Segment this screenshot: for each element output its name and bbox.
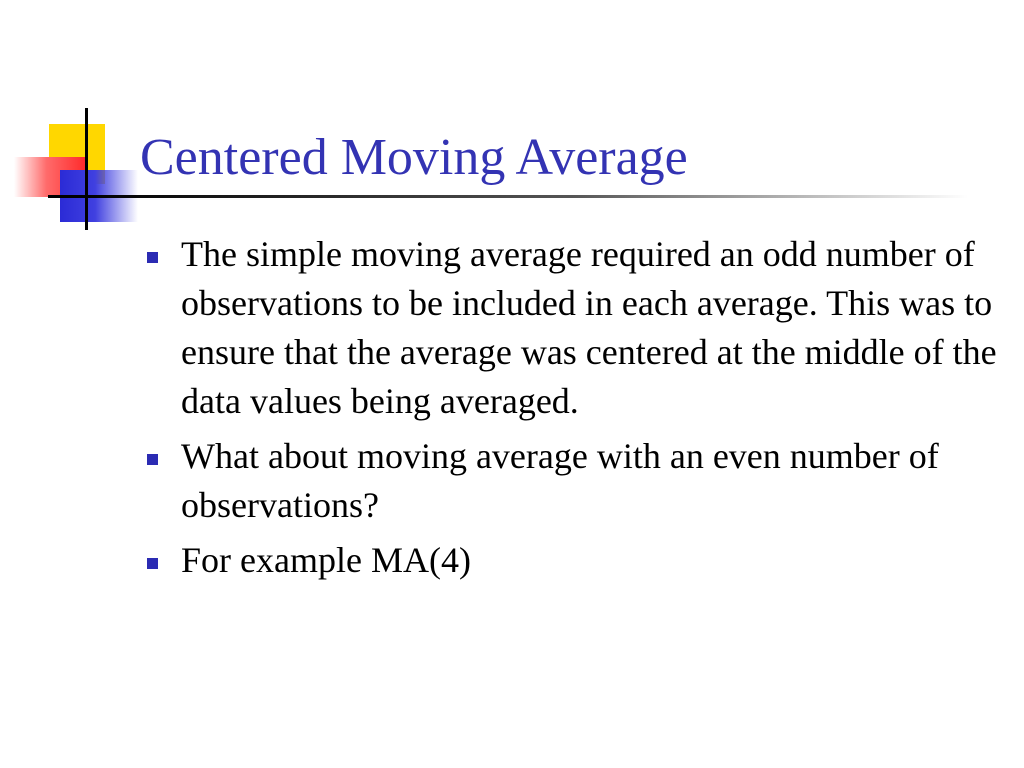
bullet-text-2: What about moving average with an even number of observations? xyxy=(181,436,939,525)
square-bullet-icon xyxy=(147,252,158,263)
bullet-item-1 xyxy=(145,230,1015,426)
bullet-text-3: For example MA(4) xyxy=(181,540,471,580)
decorative-logo xyxy=(0,0,150,240)
logo-vertical-line xyxy=(85,108,88,230)
bullet-text-1: The simple moving average required an odd number of observations to be included in each average. This was to ensure that the average was centered at the middle of the data values being averaged. xyxy=(181,234,997,421)
bullet-list xyxy=(145,230,1015,591)
bullet-item-2 xyxy=(145,432,1015,530)
square-bullet-icon xyxy=(147,454,158,465)
slide-title: Centered Moving Average xyxy=(140,129,688,186)
square-bullet-icon xyxy=(147,558,158,569)
bullet-item-3 xyxy=(145,536,1015,585)
title-underline xyxy=(88,195,968,198)
